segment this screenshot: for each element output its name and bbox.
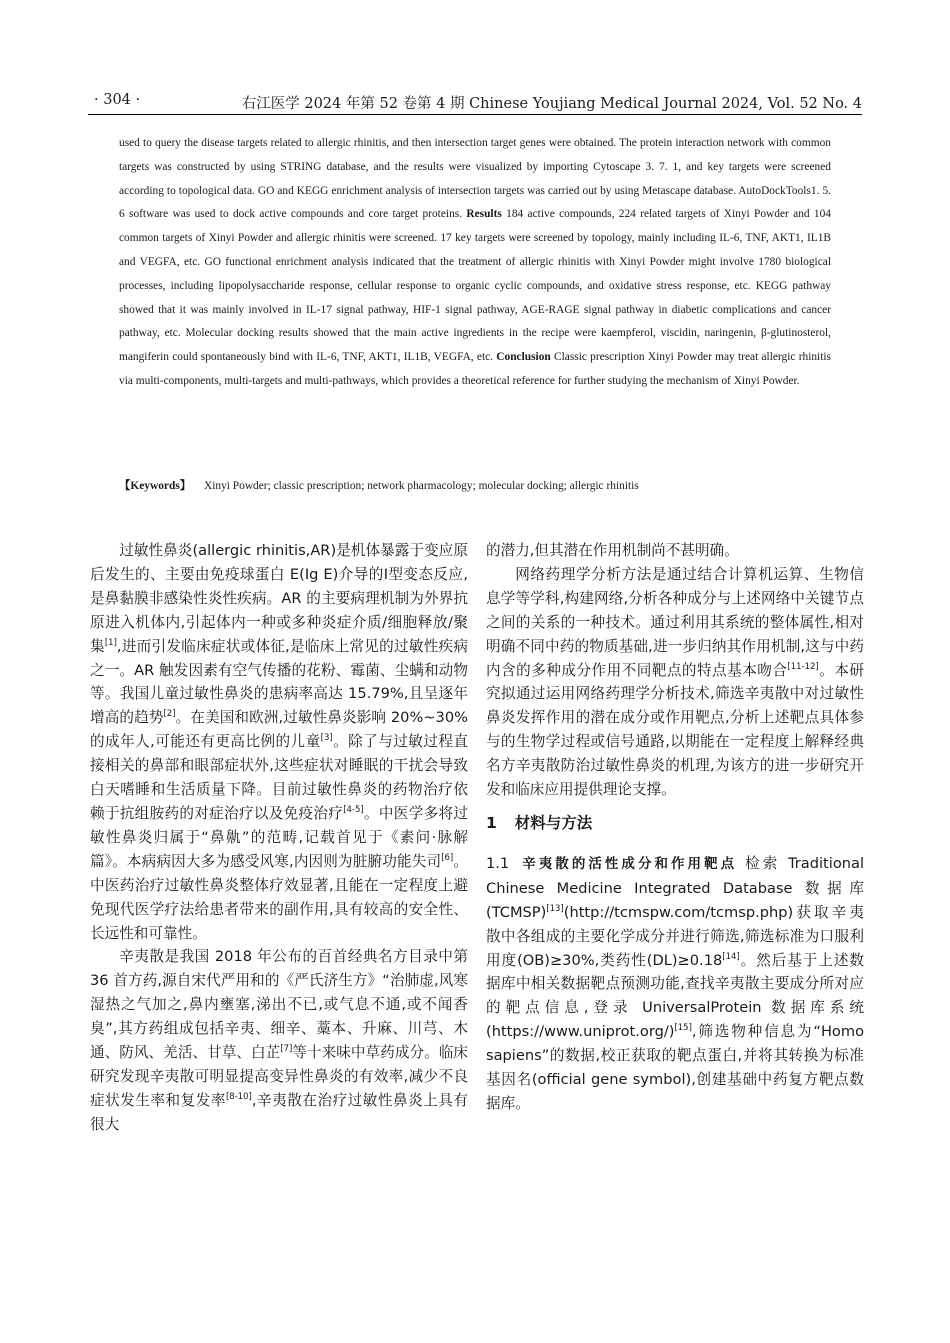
conclusion-label: Conclusion (496, 351, 551, 364)
citation: [8-10] (225, 1091, 252, 1102)
intro-paragraph-3: 网络药理学分析方法是通过结合计算机运算、生物信息学等学科,构建网络,分析各种成分与上述网络中关键节点之间的关系的一种技术。通过利用其系统的整体属性,相对明确不同中药的物质基础,进一步归纳其作用机制,这与中药内含的多种成分作用不同靶点的特点基本吻合[11-12]。本研究拟通过运用网络药理学分析技术,筛选辛夷散中对过敏性鼻炎发挥作用的潜在成分或作用靶点,分析上述靶点具体参与的生物学过程或信号通路,以期能在一定程度上解释经典名方辛夷散防治过敏性鼻炎的机理,为该方的进一步研究开发和临床应用提供理论支撑。 (486, 565, 864, 799)
subsection-title: 辛夷散的活性成分和作用靶点 (519, 855, 738, 872)
citation: [3] (320, 733, 333, 744)
citation: [4-5] (343, 804, 364, 815)
citation: [15] (674, 1023, 692, 1034)
keywords-label: 【Keywords】 (119, 480, 192, 492)
intro-paragraph-1: 过敏性鼻炎(allergic rhinitis,AR)是机体暴露于变应原后发生的、主要由免疫球蛋白 E(Ig E)介导的Ⅰ型变态反应,是鼻黏膜非感染性炎性疾病。AR 的主要病理机制为外界抗原进入机体内,引起体内一种或多种炎症介质/细胞释放/聚集[1],进而引发临床症状或体征,是临床上常见的过敏性疾病之一。AR 触发因素有空气传播的花粉、霉菌、尘螨和动物等。我国儿童过敏性鼻炎的患病率高达 15.79%,且呈逐年增高的趋势[2]。在美国和欧洲,过敏性鼻炎影响 20%~30% 的成年人,可能还有更高比例的儿童[3]。除了与过敏过程直接相关的鼻部和眼部症状外,这些症状对睡眠的干扰会导致白天嗜睡和生活质量下降。目前过敏性鼻炎的药物治疗依赖于抗组胺药的对症治疗以及免疫治疗[4-5]。中医学多将过敏性鼻炎归属于“鼻鼽”的范畴,记载首见于《素问·脉解篇》。本病病因大多为感受风寒,内因则为脏腑功能失司[6]。中医药治疗过敏性鼻炎整体疗效显著,且能在一定程度上避免现代医学疗法给患者带来的副作用,具有较高的安全性、长远性和可靠性。 (90, 542, 468, 942)
subsection-number: 1.1 (486, 854, 510, 872)
section-number: 1 (486, 813, 497, 832)
abstract-results-text: 184 active compounds, 224 related targets of Xinyi Powder and 104 common targets of Xinyi Powder and allergic rhinitis were screened. 17 key targets were screened by topology, mainly including IL-6, TNF, AKT1, IL1B and VEGFA, etc. GO functional enrichment analysis indicated that the treatment of allergic rhinitis with Xinyi Powder might involve 1780 biological processes, including lipopolysaccharide response, cellular response to organic cyclic compounds, and oxidative stress response, etc. KEGG pathway showed that it was mainly involved in IL-17 signal pathway, HIF-1 signal pathway, AGE-RAGE signal pathway in diabetic complications and cancer pathway, etc. Molecular docking results showed that the main active ingredients in the recipe were kaempferol, viscidin, naringenin, β-glutinosterol, mangiferin could spontaneously bind with IL-6, TNF, AKT1, IL1B, VEGFA, etc. (119, 208, 831, 364)
citation: [14] (722, 951, 740, 962)
intro-paragraph-2: 辛夷散是我国 2018 年公布的百首经典名方目录中第 36 首方药,源自宋代严用和的《严氏济生方》“治肺虚,风寒湿热之气加之,鼻内壅塞,涕出不已,或气息不通,或不闻香臭”,其方药组成包括辛夷、细辛、藁本、升麻、川芎、木通、防风、羌活、甘草、白芷[7]等十来味中草药成分。临床研究发现辛夷散可明显提高变异性鼻炎的有效率,减少不良症状发生率和复发率[8-10],辛夷散在治疗过敏性鼻炎上具有很大 (90, 948, 468, 1133)
right-column (486, 539, 864, 1116)
subsection-paragraph: 1.1 辛夷散的活性成分和作用靶点 检索 Traditional Chinese Medicine Integrated Database 数据库(TCMSP)[13](http://tcmspw.com/tcmsp.php)获取辛夷散中各组成的主要化学成分并进行筛选,筛选标准为口服利用度(OB)≥30%,类药性(DL)≥0.18[14]。然后基于上述数据库中相关数据靶点预测功能,查找辛夷散主要成分所对应的靶点信息,登录 UniversalProtein 数据库系统(https://www.uniprot.org/)[15],筛选物种信息为“Homo sapiens”的数据,校正获取的靶点蛋白,并将其转换为标准基因名(official gene symbol),创建基础中药复方靶点数据库。 (486, 854, 865, 1112)
intro-paragraph-2-continued: 的潜力,但其潜在作用机制尚不甚明确。 (486, 542, 739, 559)
abstract-conclusion-text: Classic prescription Xinyi Powder may treat allergic rhinitis via multi-components, multi-targets and multi-pathways, which provides a theoretical reference for further studying the mechanism of Xinyi Powder. (119, 351, 831, 387)
citation: [2] (163, 709, 176, 720)
citation: [1] (104, 637, 117, 648)
citation: [7] (280, 1044, 293, 1055)
citation: [11-12] (787, 661, 819, 672)
keywords-text: Xinyi Powder; classic prescription; network pharmacology; molecular docking; allergic rhinitis (204, 480, 639, 492)
keywords-line (119, 477, 831, 493)
section-heading (486, 812, 864, 836)
running-header (88, 88, 862, 115)
page-number: · 304 · (94, 92, 141, 108)
journal-title: 右江医学 2024 年第 52 卷第 4 期 Chinese Youjiang Medical Journal 2024, Vol. 52 No. 4 (241, 96, 862, 112)
citation: [6] (441, 852, 454, 863)
citation: [13] (546, 903, 564, 914)
results-label: Results (466, 208, 502, 221)
left-column (90, 539, 468, 1137)
section-title: 材料与方法 (514, 813, 593, 832)
abstract-methods-text: used to query the disease targets related to allergic rhinitis, and then intersection target genes were obtained. The protein interaction network with common targets was constructed by using STRING database, and the results were visualized by importing Cytoscape 3. 7. 1, and key targets were screened according to topological data. GO and KEGG enrichment analysis of intersection targets was carried out by using Metascape database. AutoDockTools1. 5. 6 software was used to dock active compounds and core target proteins. (119, 137, 831, 221)
english-abstract (119, 132, 831, 394)
